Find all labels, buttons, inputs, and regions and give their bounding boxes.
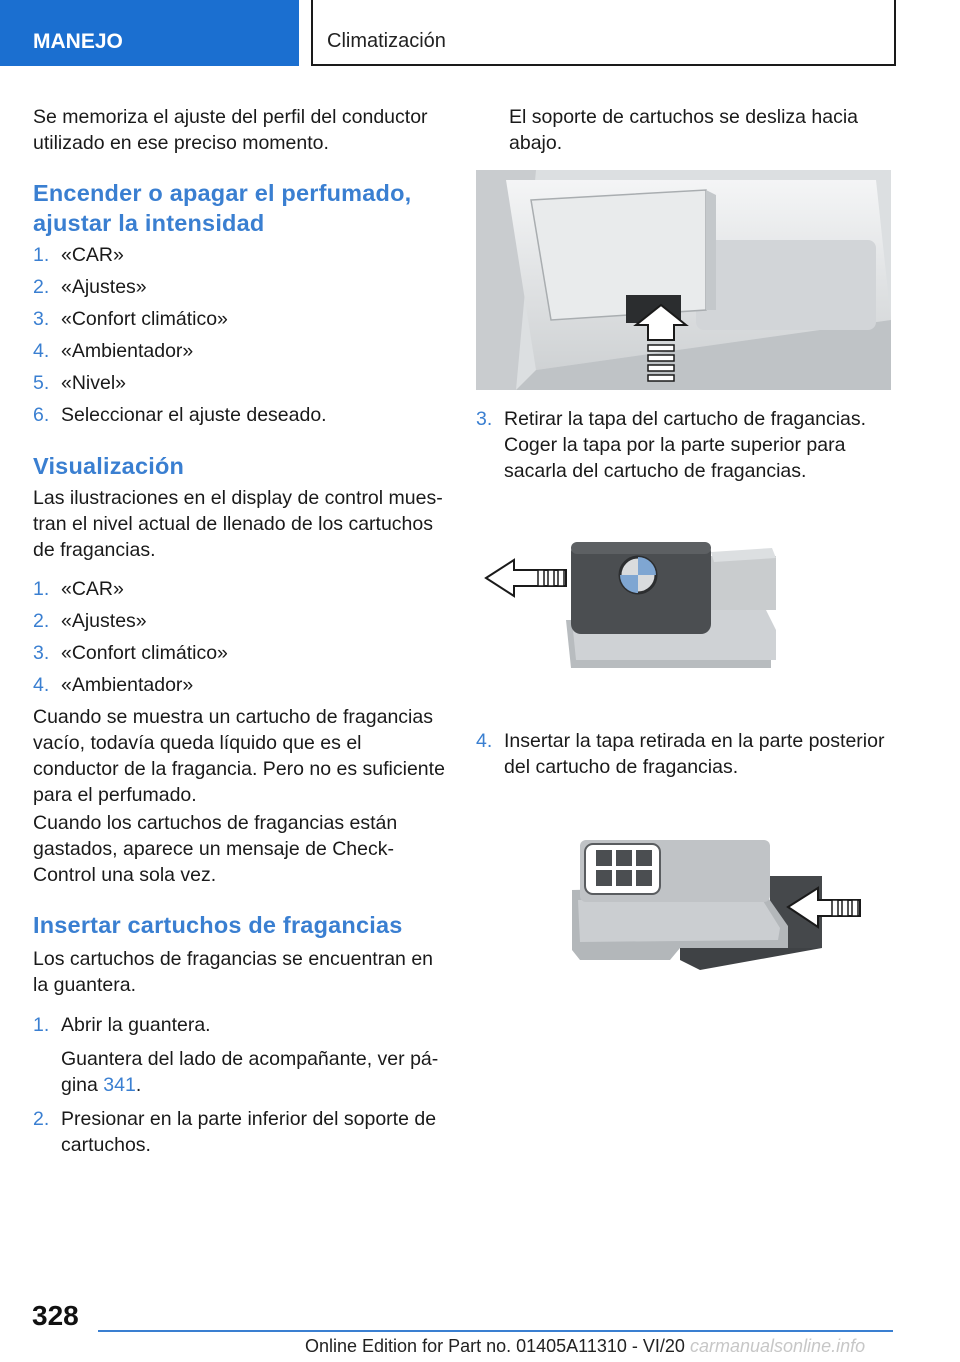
glovebox-reference-text: Guantera del lado de acompañante, ver página bbox=[61, 1048, 439, 1096]
step-number: 2. bbox=[33, 1108, 50, 1130]
step-number: 1. bbox=[33, 578, 50, 600]
step-text[interactable]: «Ajustes» bbox=[61, 276, 147, 298]
page-link[interactable]: 341 bbox=[103, 1074, 136, 1096]
steps-insert-list bbox=[33, 1012, 448, 1158]
glovebox-illustration bbox=[476, 170, 891, 390]
list-item bbox=[33, 306, 448, 338]
step-subtext bbox=[61, 1046, 448, 1098]
step-number: 5. bbox=[33, 372, 50, 394]
list-item bbox=[476, 728, 891, 780]
heading-perfume-toggle: Encender o apagar el perfumado, ajustar la intensidad bbox=[33, 180, 412, 236]
edition-text: Online Edition for Part no. 01405A11310 - VI/20 bbox=[305, 1336, 685, 1356]
insert-cap-illustration bbox=[560, 830, 890, 980]
chapter-tab: MANEJO bbox=[0, 0, 299, 66]
list-item bbox=[33, 274, 448, 306]
heading-visualization: Visualización bbox=[33, 453, 185, 479]
page-number: 328 bbox=[32, 1300, 79, 1331]
step-text[interactable]: «Ajustes» bbox=[61, 610, 147, 632]
visualization-paragraph: Las ilustraciones en el display de control muestran el nivel actual de llenado de los cartuchos de fragancias. bbox=[33, 487, 443, 561]
remove-cap-illustration bbox=[476, 520, 891, 680]
list-item bbox=[476, 406, 891, 484]
step-number: 1. bbox=[33, 244, 50, 266]
step-number: 3. bbox=[476, 408, 493, 430]
list-item bbox=[33, 338, 448, 370]
step-number: 6. bbox=[33, 404, 50, 426]
step-number: 2. bbox=[33, 276, 50, 298]
steps-visualization-list bbox=[33, 576, 448, 704]
steps-perfume-list bbox=[33, 242, 448, 434]
step-text: Retirar la tapa del cartucho de fragancias. Coger la tapa por la parte superior para sacarla del cartucho de fragancias. bbox=[504, 408, 867, 482]
glovebox-figure bbox=[476, 170, 891, 390]
step-number: 3. bbox=[33, 308, 50, 330]
step-text[interactable]: «CAR» bbox=[61, 578, 124, 600]
step-text[interactable]: «Confort climático» bbox=[61, 308, 228, 330]
step-number: 4. bbox=[33, 340, 50, 362]
list-item bbox=[33, 1106, 448, 1158]
used-cartridge-paragraph: Cuando los cartuchos de fragancias están gastados, aparece un mensaje de Check-Control una sola vez. bbox=[33, 812, 398, 886]
list-item bbox=[33, 640, 448, 672]
list-item bbox=[33, 402, 448, 434]
section-title: Climatización bbox=[311, 0, 896, 66]
step-number: 3. bbox=[33, 642, 50, 664]
list-item bbox=[33, 370, 448, 402]
heading-insert-cartridges: Insertar cartuchos de fragancias bbox=[33, 912, 403, 938]
list-item bbox=[33, 608, 448, 640]
slide-paragraph: El soporte de cartuchos se desliza hacia abajo. bbox=[509, 106, 859, 154]
step-number: 4. bbox=[33, 674, 50, 696]
empty-cartridge-paragraph: Cuando se muestra un cartucho de fragancias vacío, todavía queda líquido que es el conductor de la fragancia. Pero no es suficiente para el perfumado. bbox=[33, 706, 445, 806]
step-number: 4. bbox=[476, 730, 493, 752]
step-text[interactable]: «CAR» bbox=[61, 244, 124, 266]
step-text: Insertar la tapa retirada en la parte posterior del cartucho de fragancias. bbox=[504, 730, 885, 778]
step-text[interactable]: «Ambientador» bbox=[61, 674, 194, 696]
step-text: Abrir la guantera. bbox=[61, 1014, 211, 1036]
step-text: Presionar en la parte inferior del soporte de cartuchos. bbox=[61, 1108, 437, 1156]
step-number: 2. bbox=[33, 610, 50, 632]
step-text[interactable]: «Confort climático» bbox=[61, 642, 228, 664]
list-item bbox=[33, 242, 448, 274]
insert-cap-figure bbox=[560, 830, 890, 980]
list-item bbox=[33, 1012, 448, 1098]
watermark: carmanualsonline.info bbox=[690, 1336, 866, 1356]
steps-insert-cap-list bbox=[476, 728, 891, 780]
remove-cap-figure bbox=[476, 520, 891, 680]
step-text[interactable]: «Ambientador» bbox=[61, 340, 194, 362]
intro-paragraph: Se memoriza el ajuste del perfil del conductor utilizado en ese preciso momento. bbox=[33, 106, 428, 154]
footer-divider bbox=[98, 1330, 893, 1332]
list-item bbox=[33, 576, 448, 608]
list-item bbox=[33, 672, 448, 704]
step-text[interactable]: «Nivel» bbox=[61, 372, 127, 394]
reference-period: . bbox=[135, 1074, 142, 1096]
glovebox-paragraph: Los cartuchos de fragancias se encuentran en la guantera. bbox=[33, 948, 434, 996]
step-text: Seleccionar el ajuste deseado. bbox=[61, 404, 327, 426]
step-number: 1. bbox=[33, 1014, 50, 1036]
steps-remove-cap-list bbox=[476, 406, 891, 484]
